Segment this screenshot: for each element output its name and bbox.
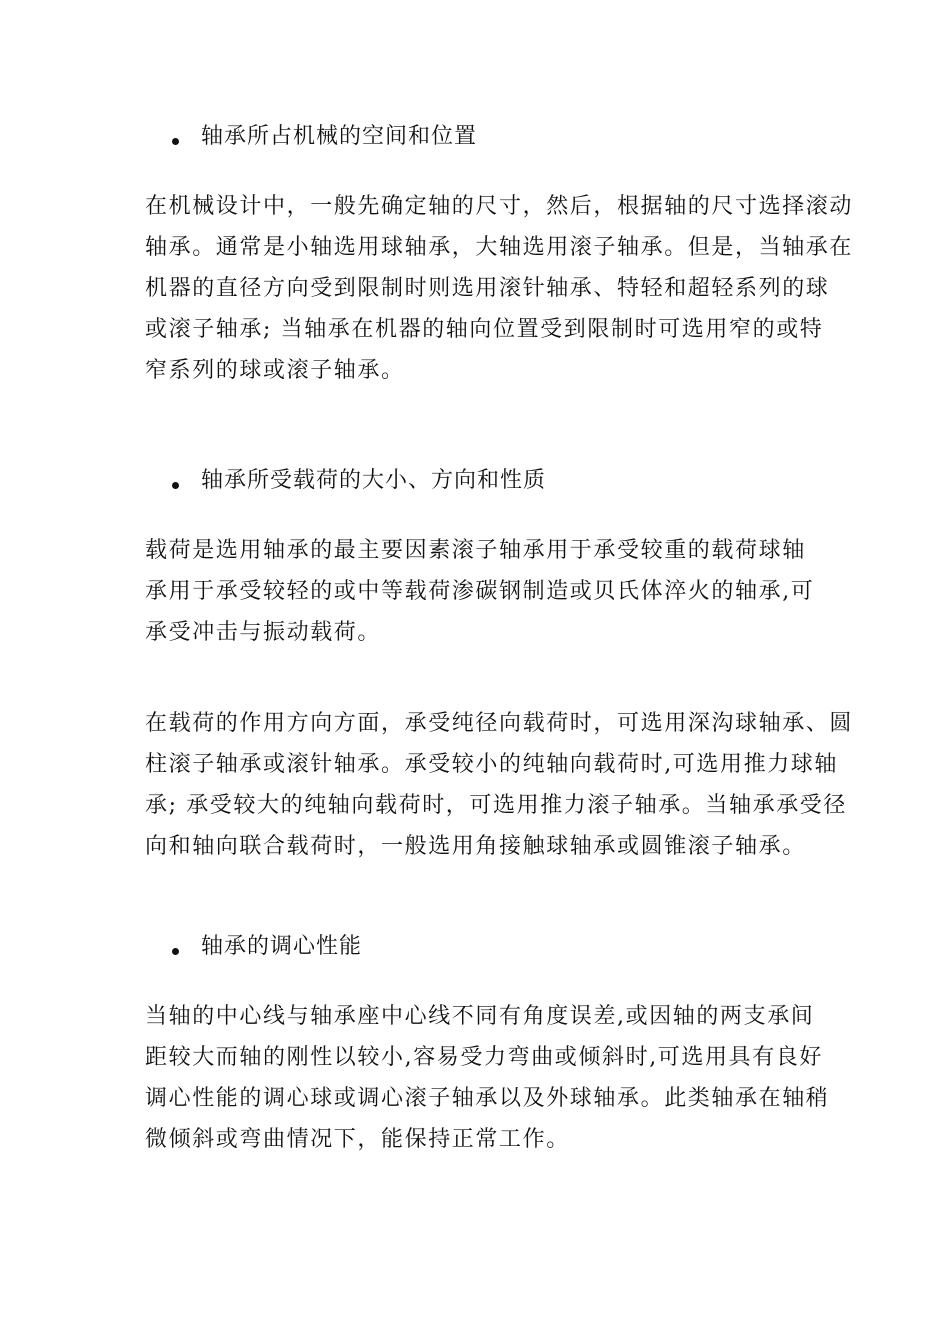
section-heading-self-aligning <box>172 924 362 964</box>
section-heading-load <box>172 458 546 498</box>
paragraph-load-direction <box>145 703 854 867</box>
text-line: 柱滚子轴承或滚针轴承。承受较小的纯轴向载荷时,可选用推力球轴 <box>145 752 838 777</box>
text-line: 承; 承受较大的纯轴向载荷时，可选用推力滚子轴承。当轴承承受径 <box>145 793 848 818</box>
text-line: 在载荷的作用方向方面，承受纯径向载荷时，可选用深沟球轴承、圆 <box>145 711 854 736</box>
text-line: 轴承。通常是小轴选用球轴承，大轴选用滚子轴承。但是，当轴承在 <box>145 235 854 260</box>
heading-text: 轴承的调心性能 <box>201 933 363 959</box>
heading-text: 轴承所受载荷的大小、方向和性质 <box>201 467 547 493</box>
bullet-icon <box>172 138 179 145</box>
heading-text: 轴承所占机械的空间和位置 <box>201 123 478 149</box>
text-line: 在机械设计中，一般先确定轴的尺寸，然后，根据轴的尺寸选择滚动 <box>145 194 854 219</box>
section-heading-space-position <box>172 114 477 154</box>
text-line: 向和轴向联合载荷时，一般选用角接触球轴承或圆锥滚子轴承。 <box>145 834 806 859</box>
paragraph-space-position <box>145 186 854 391</box>
bullet-icon <box>172 482 179 489</box>
text-line: 调心性能的调心球或调心滚子轴承以及外球轴承。此类轴承在轴稍 <box>145 1086 830 1111</box>
text-line: 承用于承受较轻的或中等载荷渗碳钢制造或贝氏体淬火的轴承,可 <box>145 579 815 604</box>
text-line: 承受冲击与振动载荷。 <box>145 620 382 645</box>
text-line: 微倾斜或弯曲情况下，能保持正常工作。 <box>145 1127 570 1152</box>
text-line: 距较大而轴的刚性以较小,容易受力弯曲或倾斜时,可选用具有良好 <box>145 1045 823 1070</box>
text-line: 或滚子轴承; 当轴承在机器的轴向位置受到限制时可选用窄的或特 <box>145 317 824 342</box>
text-line: 窄系列的球或滚子轴承。 <box>145 358 405 383</box>
text-line: 机器的直径方向受到限制时则选用滚针轴承、特轻和超轻系列的球 <box>145 276 830 301</box>
bullet-icon <box>172 948 179 955</box>
text-line: 载荷是选用轴承的最主要因素滚子轴承用于承受较重的载荷球轴 <box>145 538 806 563</box>
paragraph-self-aligning <box>145 996 845 1160</box>
paragraph-load-factor <box>145 530 845 653</box>
text-line: 当轴的中心线与轴承座中心线不同有角度误差,或因轴的两支承间 <box>145 1004 815 1029</box>
